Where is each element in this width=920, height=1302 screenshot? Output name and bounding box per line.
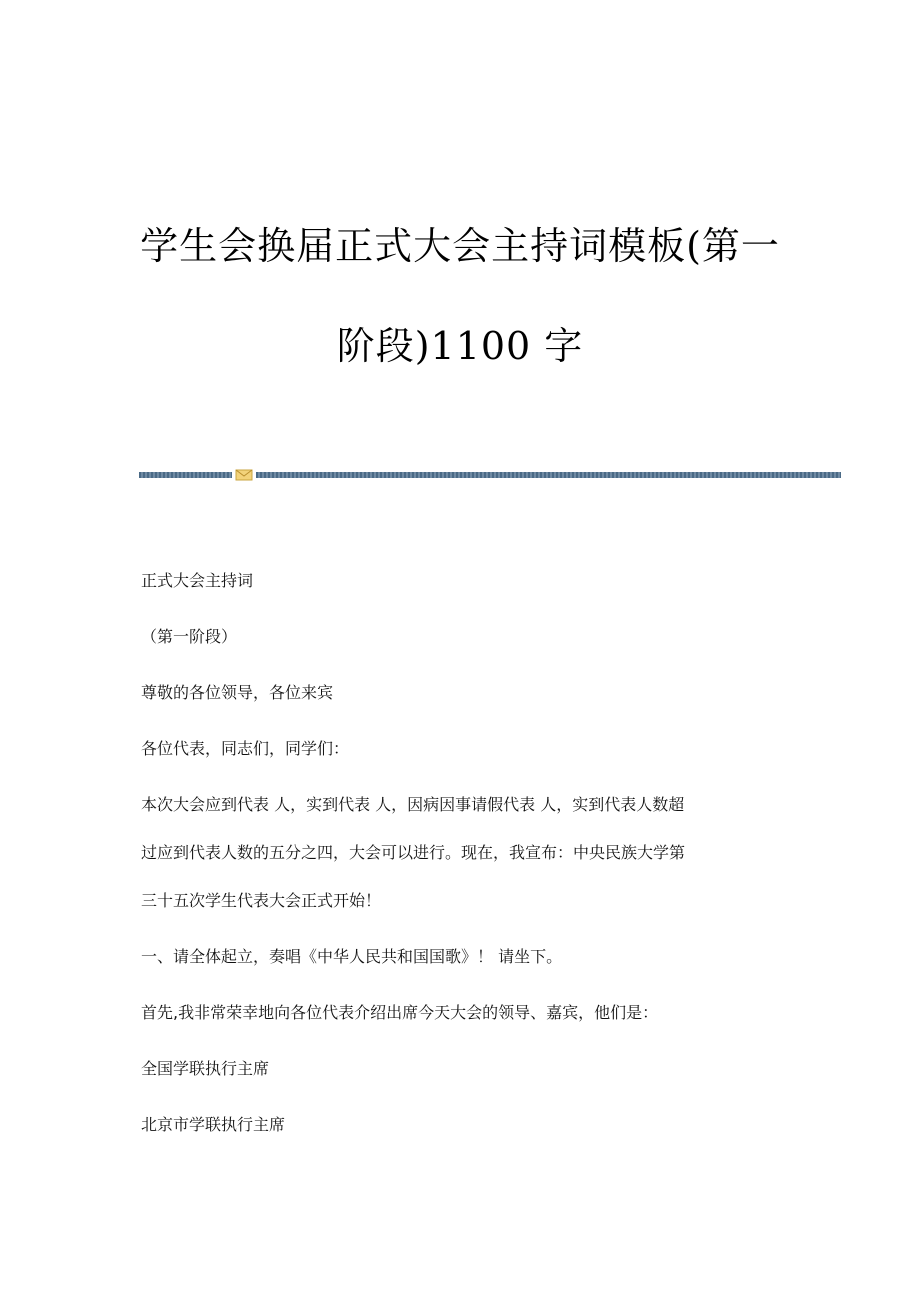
- document-title-line-2: 阶段)1100 字: [336, 324, 584, 368]
- document-title-line-1: 学生会换届正式大会主持词模板(第一: [140, 224, 780, 268]
- paragraph-attendance-line-2: 过应到代表人数的五分之四，大会可以进行。现在，我宣布：中央民族大学第: [141, 843, 686, 862]
- paragraph-guest-1: 全国学联执行主席: [141, 1059, 270, 1078]
- divider-bar-left: [139, 472, 232, 478]
- paragraph-anthem: 一、请全体起立，奏唱《中华人民共和国国歌》！ 请坐下。: [141, 947, 563, 966]
- paragraph-stage: （第一阶段）: [141, 627, 238, 646]
- paragraph-attendance-line-1: 本次大会应到代表 人，实到代表 人，因病因事请假代表 人，实到代表人数超: [141, 795, 685, 814]
- paragraph-guest-2: 北京市学联执行主席: [141, 1115, 286, 1134]
- title-divider: [139, 469, 841, 481]
- paragraph-greeting-delegates: 各位代表，同志们，同学们：: [141, 739, 350, 758]
- paragraph-attendance-line-3: 三十五次学生代表大会正式开始！: [141, 891, 382, 910]
- paragraph-greeting-leaders: 尊敬的各位领导，各位来宾: [141, 683, 334, 702]
- envelope-ornament-icon: [235, 469, 253, 481]
- paragraph-heading: 正式大会主持词: [141, 571, 254, 590]
- paragraph-introduction: 首先,我非常荣幸地向各位代表介绍出席今天大会的领导、嘉宾，他们是：: [141, 1003, 659, 1022]
- divider-bar-right: [256, 472, 841, 478]
